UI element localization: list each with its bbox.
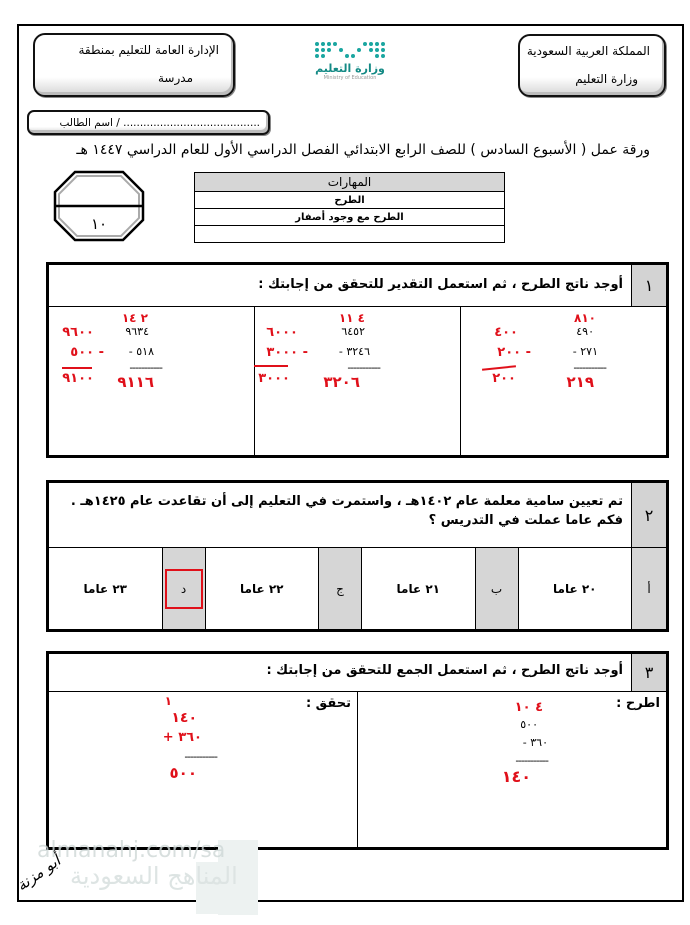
problem-answer[interactable]: ٣٢٠٦ [323,373,360,391]
choice-letter-a[interactable]: أ [631,548,666,629]
problem-answer[interactable]: ١٤٠ [501,767,531,786]
skill-item: الطرح [195,192,505,209]
estimate-bottom: - ٣٠٠٠ [266,345,308,360]
problem-line: ----------- [347,361,380,374]
problem-cell[interactable] [254,307,460,455]
problem-top: ٦٤٥٢ [341,325,365,338]
problem-cell[interactable] [460,307,666,455]
estimate-answer: ٣٠٠٠ [258,371,290,386]
skills-header: المهارات [195,173,505,192]
watermark-text: المناهج السعودية [70,862,238,890]
problem-top: ٥٠٠ [520,718,538,731]
problem-bottom: ٣٦٠ - [522,736,548,749]
question-1 [46,262,669,458]
estimate-answer: ٢٠٠ [492,371,516,386]
problem-top: ١٤٠ [171,710,197,726]
problem-bottom: ٣٢٤٦ - [338,345,370,358]
skill-item [195,226,505,243]
check-label: تحقق : [305,696,351,711]
estimate-top: ٤٠٠ [494,325,518,340]
choice-letter-c[interactable]: ج [318,548,361,629]
country-ministry-box [518,34,666,97]
estimate-bottom: - ٢٠٠ [497,345,531,360]
author-signature: أبو مزنة [13,851,64,895]
problem-top: ٤٩٠ [576,325,594,338]
problem-line: ----------- [515,754,548,767]
question-text: تم تعيين سامية معلمة عام ١٤٠٢هـ ، واستمرت في التعليم إلى أن تقاعدت عام ١٤٢٥هـ . فكم عاما عملت في التدريس ؟ [70,494,623,528]
admin-name: الإدارة العامة للتعليم بمنطقة [78,43,219,57]
logo-text-en: Ministry of Education [323,75,377,81]
education-admin-box [33,33,235,97]
choice-value-b[interactable]: ٢١ عاما [361,548,475,629]
problem-top: ٩٦٣٤ [125,325,149,338]
watermark-url: almanahj.com/sa [37,838,226,863]
skill-item: الطرح مع وجود أصفار [195,209,505,226]
question-text: أوجد ناتج الطرح ، ثم استعمل التقدير للتحقق من إجابتك : [258,277,623,292]
question-number: ١ [631,265,666,306]
problem-line: ----------- [573,361,606,374]
estimate-answer: ٩١٠٠ [62,371,94,386]
question-3 [46,651,669,850]
ministry-logo [310,40,390,90]
question-number: ٢ [631,483,666,547]
subtract-cell[interactable] [357,692,666,847]
question-text: أوجد ناتج الطرح ، ثم استعمل الجمع للتحقق من إجابتك : [266,663,623,678]
choice-letter-d[interactable] [162,548,205,629]
choice-letter-b[interactable]: ب [475,548,518,629]
sheet-title: ورقة عمل ( الأسبوع السادس ) للصف الرابع الابتدائي الفصل الدراسي الأول للعام الدراسي ١٤٤٧ هـ [76,142,650,158]
student-name-field[interactable]: اسم الطالب / ......................................... [59,117,260,129]
ministry-name: وزارة التعليم [575,72,638,86]
carry-marks: ٤ ١١ [338,311,365,325]
question-2 [46,480,669,632]
problem-bottom: ٥١٨ - [128,345,154,358]
estimate-top: ٦٠٠٠ [266,325,298,340]
problem-answer[interactable]: ٢١٩ [566,373,594,391]
country-name: المملكة العربية السعودية [526,44,650,58]
subtract-label: اطرح : [616,696,660,711]
check-cell[interactable] [49,692,357,847]
student-name-box[interactable] [27,110,270,135]
score-octagon [53,170,145,242]
estimate-top: ٩٦٠٠ [62,325,94,340]
problem-bottom: ٢٧١ - [572,345,598,358]
school-label: مدرسة [157,71,193,85]
logo-text-ar: وزارة التعليم [315,62,385,75]
carry-marks: ٢ ١٤ [121,311,148,325]
choice-value-d[interactable]: ٢٣ عاما [83,581,127,596]
problem-bottom: ٣٦٠ + [162,730,202,745]
carry-marks: ٨١٠ [574,311,596,325]
estimate-bottom: - ٥٠٠ [70,345,104,360]
score-total: ١٠ [90,215,108,233]
problem-answer[interactable]: ٩١١٦ [117,373,154,391]
problem-answer[interactable]: ٥٠٠ [169,764,197,782]
logo-dots-icon [310,42,390,58]
carry-marks: ٤ ١٠ [514,700,543,715]
question-number: ٣ [631,654,666,691]
carry-marks: ١ [164,694,172,708]
problem-line: ----------- [129,361,162,374]
problem-line: ----------- [184,750,217,763]
problem-cell[interactable] [49,307,254,455]
skills-table [194,172,505,243]
choice-value-c[interactable]: ٢٢ عاما [205,548,319,629]
selected-answer-marker[interactable]: د [165,569,203,609]
choice-value-a[interactable]: ٢٠ عاما [518,548,632,629]
